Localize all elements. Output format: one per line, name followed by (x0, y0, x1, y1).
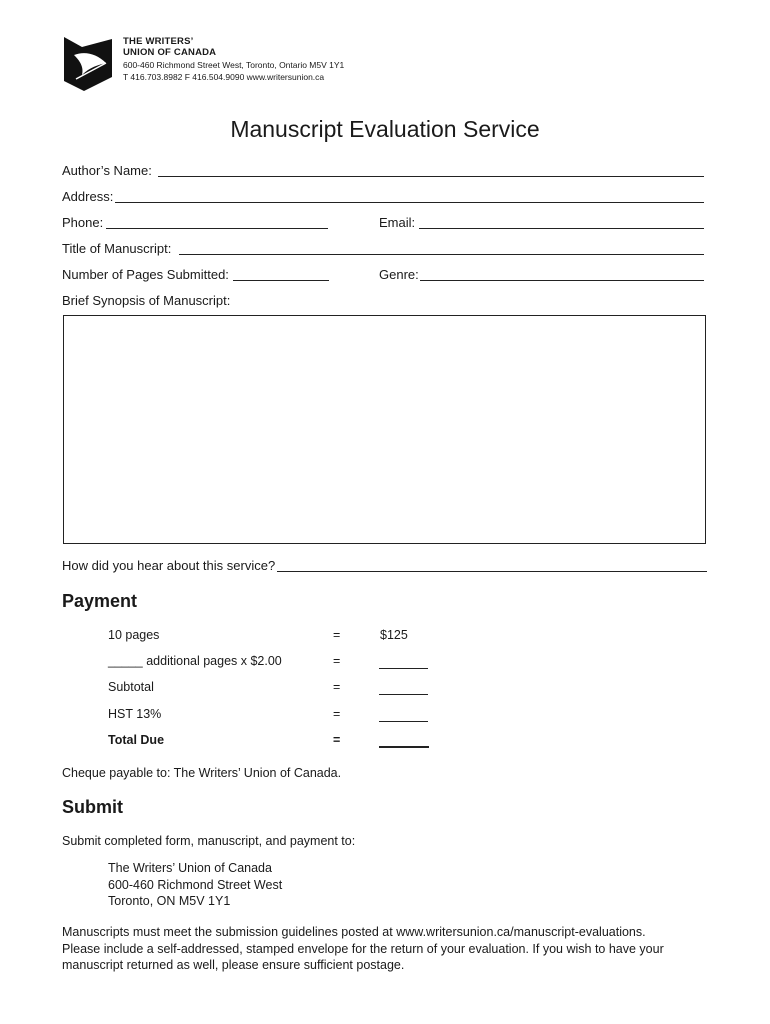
mailing-address-line: The Writers’ Union of Canada (108, 861, 272, 875)
phone-label: Phone: (62, 215, 104, 230)
payment-row-label: 10 pages (108, 628, 160, 642)
pages-submitted-label: Number of Pages Submitted: (62, 267, 229, 282)
email-label: Email: (379, 215, 416, 230)
manuscript-title-label: Title of Manuscript: (62, 241, 172, 256)
total-due-label: Total Due (108, 733, 165, 747)
guidelines-line: manuscript returned as well, please ensure sufficient postage. (62, 958, 405, 972)
address-field[interactable] (115, 202, 704, 203)
mailing-address-line: Toronto, ON M5V 1Y1 (108, 894, 231, 908)
hst-field[interactable] (379, 721, 428, 722)
payment-heading: Payment (62, 591, 138, 611)
mailing-address-line: 600-460 Richmond Street West (108, 877, 283, 892)
guidelines-line: Manuscripts must meet the submission guidelines posted at www.writersunion.ca/manuscript-evaluations. (62, 925, 646, 939)
payment-row-label: _____ additional pages x $2.00 (108, 654, 282, 668)
mailing-address (108, 860, 282, 910)
page-title: Manuscript Evaluation Service (230, 116, 540, 142)
payment-row-amount: $125 (380, 628, 408, 642)
author-name-field[interactable] (158, 176, 704, 177)
manuscript-title-field[interactable] (179, 254, 704, 255)
payment-row-equals: = (333, 680, 341, 694)
submit-intro: Submit completed form, manuscript, and payment to: (62, 834, 356, 848)
referral-field[interactable] (277, 571, 707, 572)
org-name-line1: THE WRITERS’ (123, 36, 194, 47)
pages-submitted-field[interactable] (233, 280, 329, 281)
genre-label: Genre: (379, 267, 419, 282)
submission-guidelines (62, 924, 664, 974)
synopsis-textbox[interactable] (63, 315, 706, 544)
payment-row-label: Subtotal (108, 680, 154, 694)
email-field[interactable] (419, 228, 704, 229)
union-logo (62, 35, 114, 93)
org-address: 600-460 Richmond Street West, Toronto, Ontario M5V 1Y1 (123, 60, 345, 70)
synopsis-label: Brief Synopsis of Manuscript: (62, 293, 231, 308)
guidelines-line: Please include a self-addressed, stamped envelope for the return of your evaluation. If you wish to have your (62, 941, 664, 956)
author-name-label: Author’s Name: (62, 163, 152, 178)
org-name-line2: UNION OF CANADA (123, 47, 217, 58)
referral-label: How did you hear about this service? (62, 558, 276, 573)
address-label: Address: (62, 189, 114, 204)
payment-row-equals: = (333, 707, 341, 721)
submit-heading: Submit (62, 797, 123, 817)
subtotal-field[interactable] (379, 694, 428, 695)
additional-pages-amount-field[interactable] (379, 668, 428, 669)
payment-row-equals: = (333, 733, 341, 747)
genre-field[interactable] (420, 280, 704, 281)
payment-row-equals: = (333, 654, 341, 668)
org-contact: T 416.703.8982 F 416.504.9090 www.writersunion.ca (123, 72, 325, 82)
cheque-note: Cheque payable to: The Writers’ Union of Canada. (62, 766, 342, 780)
payment-row-equals: = (333, 628, 341, 642)
total-due-field[interactable] (379, 746, 429, 748)
payment-row-label: HST 13% (108, 707, 162, 721)
phone-field[interactable] (106, 228, 328, 229)
